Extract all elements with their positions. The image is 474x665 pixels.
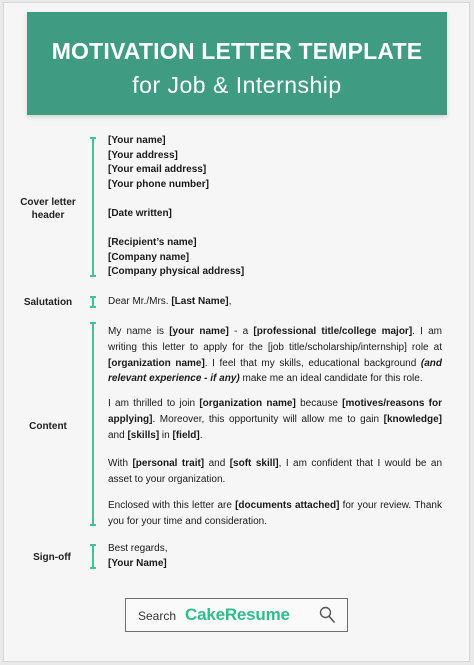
- placeholder-text: [motives/reasons for applying]: [108, 398, 442, 425]
- header-line: [Company name]: [108, 251, 190, 263]
- salutation-prefix: Dear Mr./Mrs.: [108, 296, 172, 307]
- salutation-line: [108, 295, 231, 310]
- search-label: Search: [138, 609, 177, 623]
- placeholder-text: [field]: [172, 429, 200, 441]
- salutation-label: Salutation: [23, 297, 73, 308]
- body-text: . I am writing this letter to apply for the [job title/scholarship/internship] role at: [108, 326, 443, 353]
- content-bracket: [90, 322, 96, 526]
- placeholder-text: [personal trait]: [132, 458, 205, 469]
- body-text: for your review. Thank you for your time and consideration.: [108, 500, 442, 527]
- header-line: [Your name]: [108, 135, 166, 146]
- placeholder-text: [skills]: [127, 429, 160, 441]
- cakeresume-logo: CakeResume: [185, 605, 290, 624]
- signoff-bracket: [90, 544, 96, 569]
- signoff-label: Sign-off: [33, 552, 71, 563]
- body-text: I am thrilled to join: [108, 398, 200, 409]
- body-text: . Moreover, this opportunity will allow me to gain: [152, 413, 384, 425]
- signoff-line1: Best regards,: [108, 543, 168, 554]
- placeholder-text: [documents attached]: [235, 500, 340, 511]
- content-paragraph-3: [108, 456, 442, 488]
- placeholder-text: [organization name]: [108, 357, 205, 369]
- body-text: With: [108, 458, 133, 469]
- content-paragraph-1: [108, 324, 442, 387]
- header-section-label: [8, 196, 88, 222]
- body-text: - a: [228, 326, 254, 337]
- header-line: [Your phone number]: [108, 178, 209, 190]
- signoff-line2: [Your Name]: [108, 557, 167, 569]
- content-paragraph-2: [108, 396, 442, 443]
- placeholder-text: [your name]: [169, 326, 229, 337]
- header-block: [108, 134, 244, 280]
- content-paragraph-4: [108, 498, 442, 530]
- body-text: My name is: [108, 326, 170, 337]
- header-line: [Company physical address]: [108, 266, 245, 278]
- body-text: .: [199, 429, 203, 441]
- header-line: [Date written]: [108, 207, 172, 219]
- header-label-line2: header: [31, 210, 65, 221]
- magnifier-icon[interactable]: [319, 606, 335, 624]
- salutation-suffix: ,: [228, 296, 232, 307]
- content-label: Content: [29, 421, 67, 432]
- placeholder-text: [organization name]: [199, 398, 296, 409]
- banner-subtitle: for Job & Internship: [132, 72, 342, 98]
- body-text: make me an ideal candidate for this role.: [239, 373, 423, 385]
- signoff-block: [108, 542, 167, 571]
- banner-title: MOTIVATION LETTER TEMPLATE: [51, 38, 423, 64]
- title-banner: [27, 12, 447, 115]
- placeholder-text: (and relevant experience - if any): [108, 357, 442, 385]
- salutation-bracket: [90, 296, 96, 308]
- salutation-name: [Last Name]: [171, 296, 229, 307]
- body-text: . I feel that my skills, educational background: [204, 357, 421, 369]
- placeholder-text: [knowledge]: [383, 413, 442, 425]
- body-text: and: [204, 458, 230, 469]
- body-text: in: [159, 429, 173, 441]
- placeholder-text: [soft skill]: [229, 458, 279, 469]
- header-line: [Recipient’s name]: [108, 237, 197, 249]
- header-bracket: [90, 137, 96, 277]
- header-line: [Your email address]: [108, 164, 207, 176]
- search-bar[interactable]: [125, 598, 348, 632]
- header-line: [Your address]: [108, 149, 178, 161]
- body-text: and: [108, 429, 128, 441]
- header-label-line1: Cover letter: [20, 197, 76, 208]
- body-text: Enclosed with this letter are: [108, 500, 236, 511]
- body-text: because: [295, 398, 343, 409]
- placeholder-text: [professional title/college major]: [253, 326, 413, 337]
- body-text: , I am confident that I would be an asset to your organization.: [108, 458, 443, 485]
